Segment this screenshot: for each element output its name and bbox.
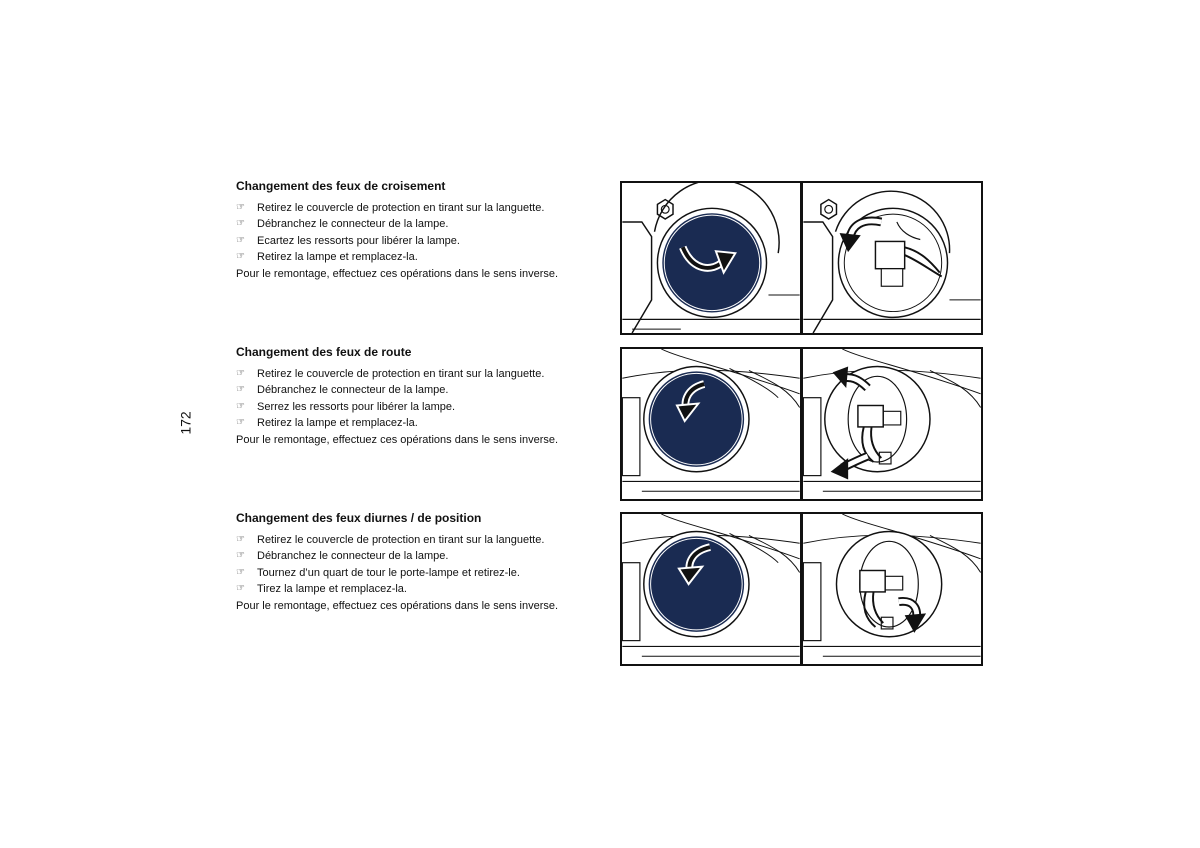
step-list	[236, 366, 606, 432]
pointing-hand-icon: ☞	[236, 251, 245, 263]
illustration-low-beam-connector	[801, 181, 983, 335]
step-item: ☞ Débranchez le connecteur de la lampe.	[236, 216, 606, 232]
position-lampholder-drawing	[803, 514, 981, 664]
high-beam-springs-drawing	[803, 349, 981, 499]
high-beam-cover-drawing	[622, 349, 800, 499]
step-item: ☞ Tournez d’un quart de tour le porte-lampe et retirez-le.	[236, 565, 606, 581]
step-item: ☞ Débranchez le connecteur de la lampe.	[236, 382, 606, 398]
section-high-beam	[236, 344, 606, 448]
low-beam-connector-drawing	[803, 183, 981, 333]
pointing-hand-icon: ☞	[236, 202, 245, 213]
section-title: Changement des feux de route	[236, 345, 412, 359]
low-beam-cover-drawing	[622, 183, 800, 333]
reassembly-note: Pour le remontage, effectuez ces opérations dans le sens inverse.	[236, 267, 559, 280]
pointing-hand-icon: ☞	[236, 566, 245, 578]
page-number: 172	[177, 411, 194, 435]
step-item: ☞ Retirez le couvercle de protection en tirant sur la languette.	[236, 366, 606, 382]
section-title: Changement des feux de croisement	[236, 179, 446, 193]
pointing-hand-icon: ☞	[236, 583, 245, 595]
pointing-hand-icon: ☞	[236, 384, 245, 396]
illustration-high-beam-cover	[620, 347, 802, 501]
step-item: ☞ Retirez la lampe et remplacez-la.	[236, 415, 606, 431]
reassembly-note: Pour le remontage, effectuez ces opérations dans le sens inverse.	[236, 433, 559, 446]
illustration-position-cover	[620, 512, 802, 666]
section-title: Changement des feux diurnes / de position	[236, 511, 482, 525]
pointing-hand-icon: ☞	[236, 534, 245, 545]
step-item: ☞ Retirez le couvercle de protection en tirant sur la languette.	[236, 532, 606, 548]
step-list	[236, 200, 606, 266]
illustration-low-beam-cover	[620, 181, 802, 335]
step-item: ☞ Débranchez le connecteur de la lampe.	[236, 548, 606, 564]
pointing-hand-icon: ☞	[236, 550, 245, 562]
pointing-hand-icon: ☞	[236, 218, 245, 230]
step-item: ☞ Ecartez les ressorts pour libérer la lampe.	[236, 233, 606, 249]
step-item: ☞ Serrez les ressorts pour libérer la lampe.	[236, 399, 606, 415]
illustration-high-beam-springs	[801, 347, 983, 501]
illustration-position-lampholder	[801, 512, 983, 666]
pointing-hand-icon: ☞	[236, 400, 245, 412]
pointing-hand-icon: ☞	[236, 368, 245, 379]
step-item: ☞ Retirez la lampe et remplacez-la.	[236, 249, 606, 265]
pointing-hand-icon: ☞	[236, 234, 245, 246]
reassembly-note: Pour le remontage, effectuez ces opérations dans le sens inverse.	[236, 599, 559, 612]
section-daytime-position	[236, 510, 606, 614]
pointing-hand-icon: ☞	[236, 417, 245, 429]
section-low-beam	[236, 178, 606, 282]
step-list	[236, 532, 606, 598]
position-cover-drawing	[622, 514, 800, 664]
step-item: ☞ Tirez la lampe et remplacez-la.	[236, 581, 606, 597]
step-item: ☞ Retirez le couvercle de protection en tirant sur la languette.	[236, 200, 606, 216]
